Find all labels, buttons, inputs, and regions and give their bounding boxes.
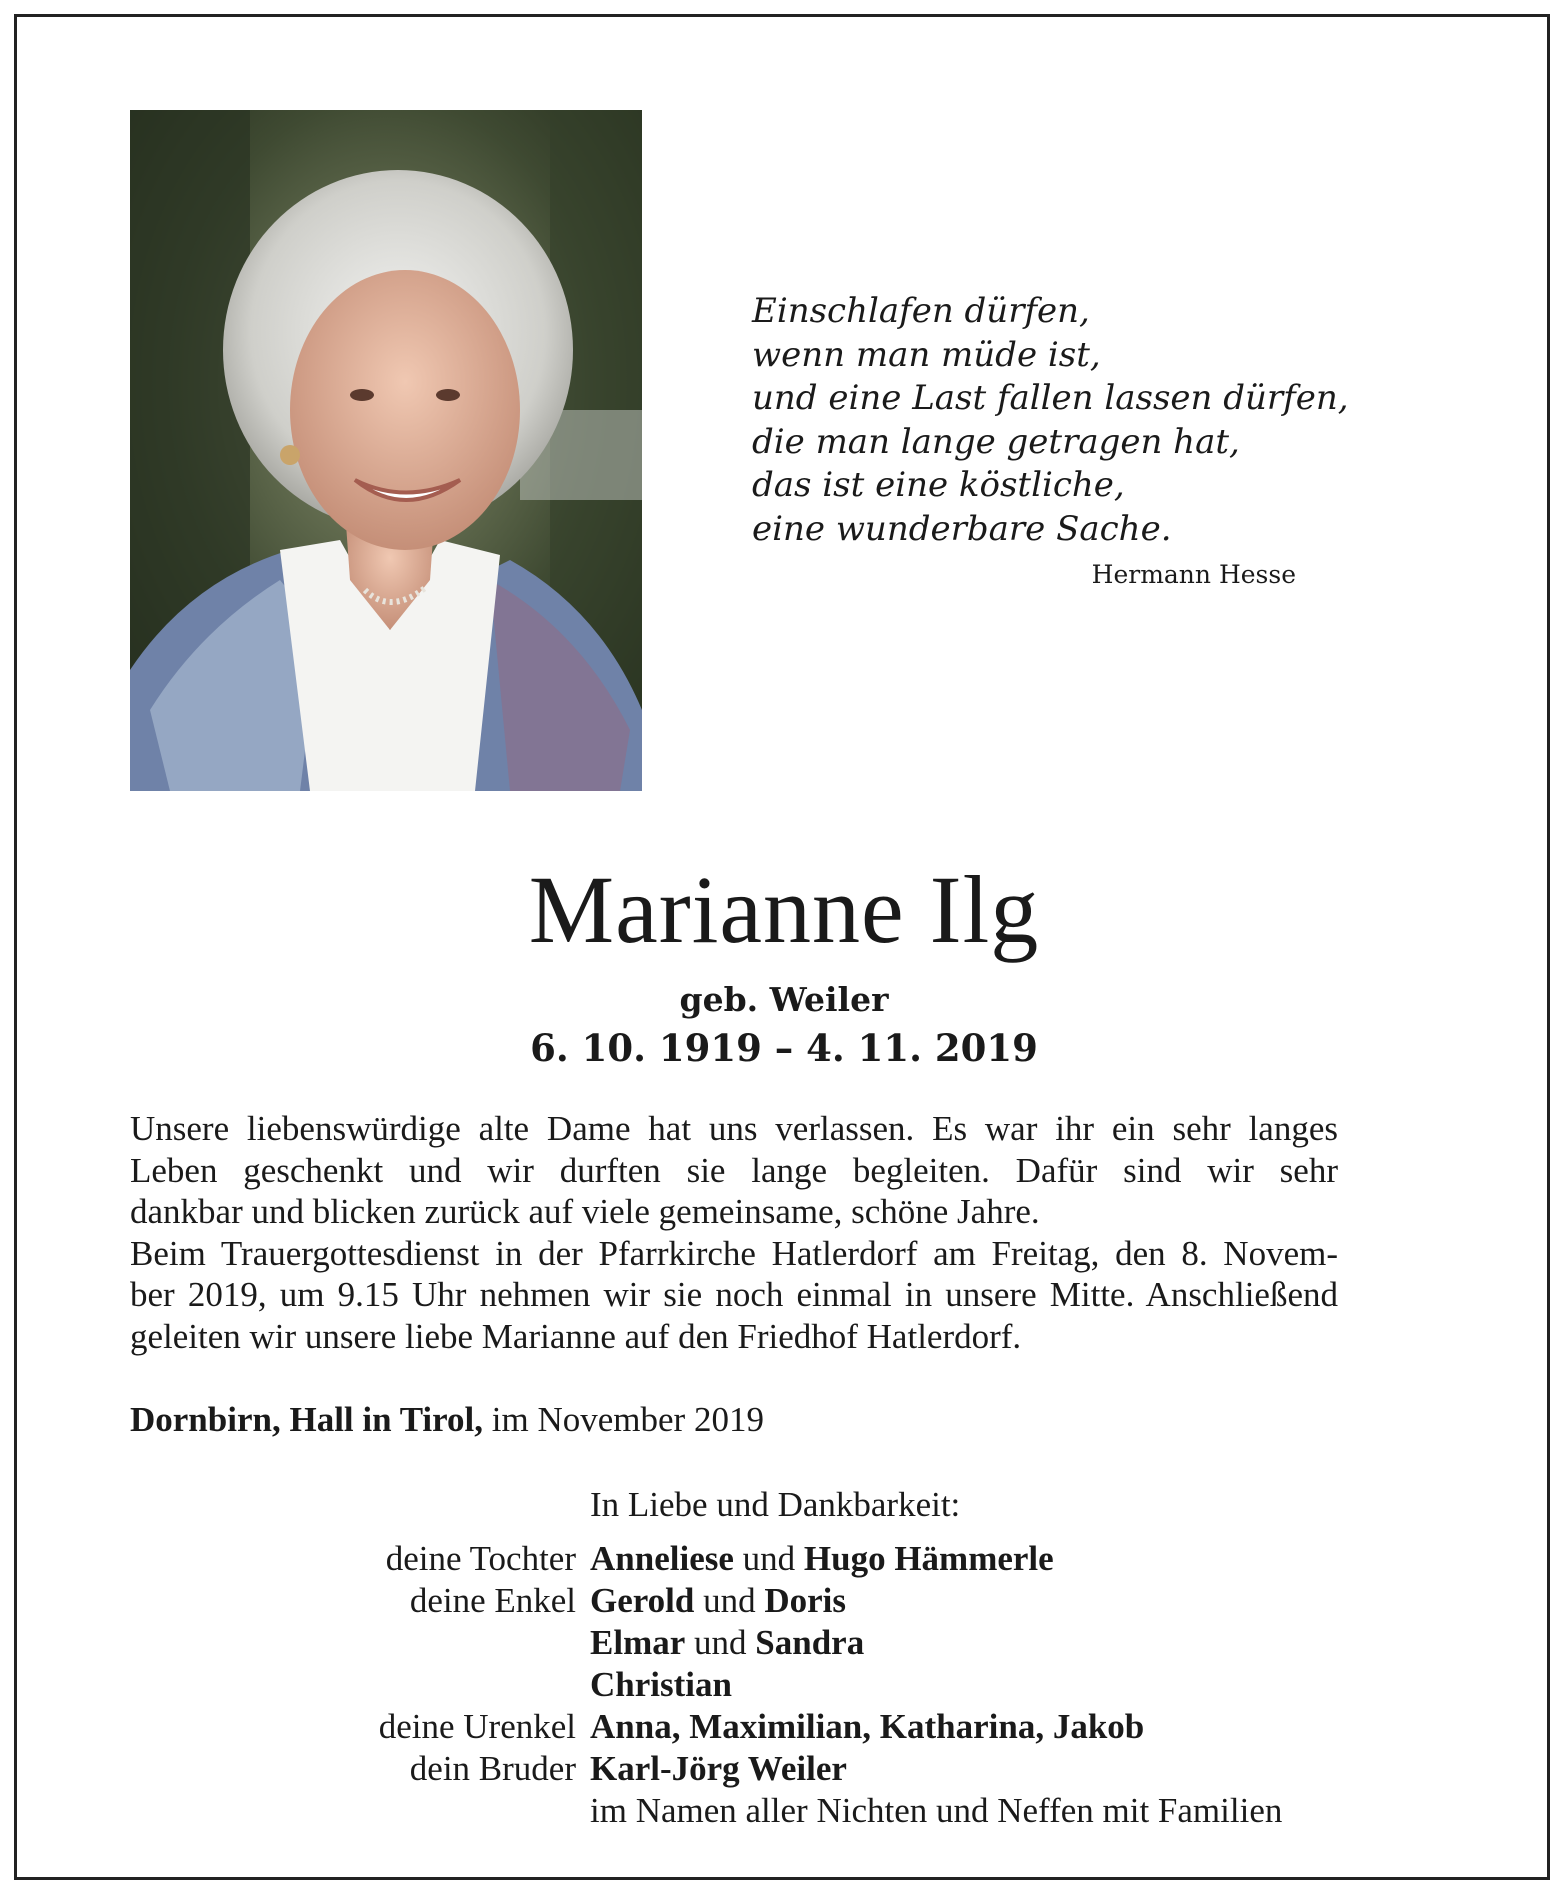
life-dates: 6. 10. 1919 – 4. 11. 2019: [530, 1026, 1038, 1070]
signer-name: Anneliese: [590, 1539, 734, 1578]
signer-name: Elmar: [590, 1623, 686, 1662]
relation-label: deine Tochter: [385, 1539, 576, 1578]
signer-name: Karl-Jörg Weiler: [590, 1749, 847, 1788]
signer-name: Sandra: [755, 1623, 865, 1662]
conjunction: und: [703, 1581, 756, 1620]
text-line: Beim Trauergottesdienst in der Pfarrkirche Hatlerdorf am Freitag, den 8. Novem-: [130, 1233, 1338, 1273]
text-line: Unsere liebenswürdige alte Dame hat uns verlassen. Es war ihr ein sehr langes: [130, 1109, 1338, 1148]
relation-names: [590, 1664, 732, 1706]
poem-line: Einschlafen dürfen,: [752, 291, 1090, 331]
poem-line: die man lange getragen hat,: [752, 421, 1240, 462]
relation-label: deine Urenkel: [378, 1707, 576, 1746]
poem: [752, 290, 1352, 551]
poem-line: wenn man müde ist,: [752, 334, 1101, 375]
signature-intro: In Liebe und Dankbarkeit:: [590, 1485, 961, 1524]
poem-line: eine wunderbare Sache.: [752, 508, 1172, 549]
relation-names: [590, 1622, 864, 1664]
deceased-name: Marianne Ilg: [528, 856, 1040, 963]
relation-names: [590, 1580, 846, 1622]
portrait-photo: [130, 110, 642, 791]
relation-names: [590, 1748, 847, 1790]
poem-line: das ist eine köstliche,: [752, 465, 1125, 505]
place-date: [130, 1400, 764, 1440]
text-line: ber 2019, um 9.15 Uhr nehmen wir sie noch einmal in unsere Mitte. Anschließend: [130, 1275, 1338, 1314]
relation-names: [590, 1538, 1054, 1580]
relation-label: dein Bruder: [409, 1749, 576, 1788]
place-locations: Dornbirn, Hall in Tirol,: [130, 1400, 484, 1439]
portrait-illustration: [130, 110, 642, 791]
text-line: Leben geschenkt und wir durften sie lange begleiten. Dafür sind wir sehr: [130, 1150, 1338, 1190]
signature-closing: im Namen aller Nichten und Neffen mit Familien: [590, 1791, 1283, 1830]
poem-line: und eine Last fallen lassen dürfen,: [752, 378, 1349, 418]
conjunction: und: [694, 1623, 747, 1662]
text-line: geleiten wir unsere liebe Marianne auf den Friedhof Hatlerdorf.: [130, 1316, 1022, 1356]
signer-name: Christian: [590, 1665, 732, 1704]
maiden-name: geb. Weiler: [679, 980, 889, 1019]
announcement-text: [130, 1108, 1338, 1357]
relation-label: deine Enkel: [409, 1581, 576, 1620]
poem-author: Hermann Hesse: [1091, 560, 1296, 589]
signer-name: Gerold: [590, 1581, 695, 1620]
relation-names: [590, 1706, 1144, 1748]
text-line: dankbar und blicken zurück auf viele gemeinsame, schöne Jahre.: [130, 1192, 1040, 1231]
signer-name: Anna, Maximilian, Katharina, Jakob: [590, 1707, 1145, 1746]
signer-name: Doris: [764, 1581, 847, 1620]
place-date-text: im November 2019: [491, 1400, 764, 1439]
conjunction: und: [742, 1539, 796, 1578]
signer-name: Hugo Hämmerle: [803, 1539, 1054, 1578]
